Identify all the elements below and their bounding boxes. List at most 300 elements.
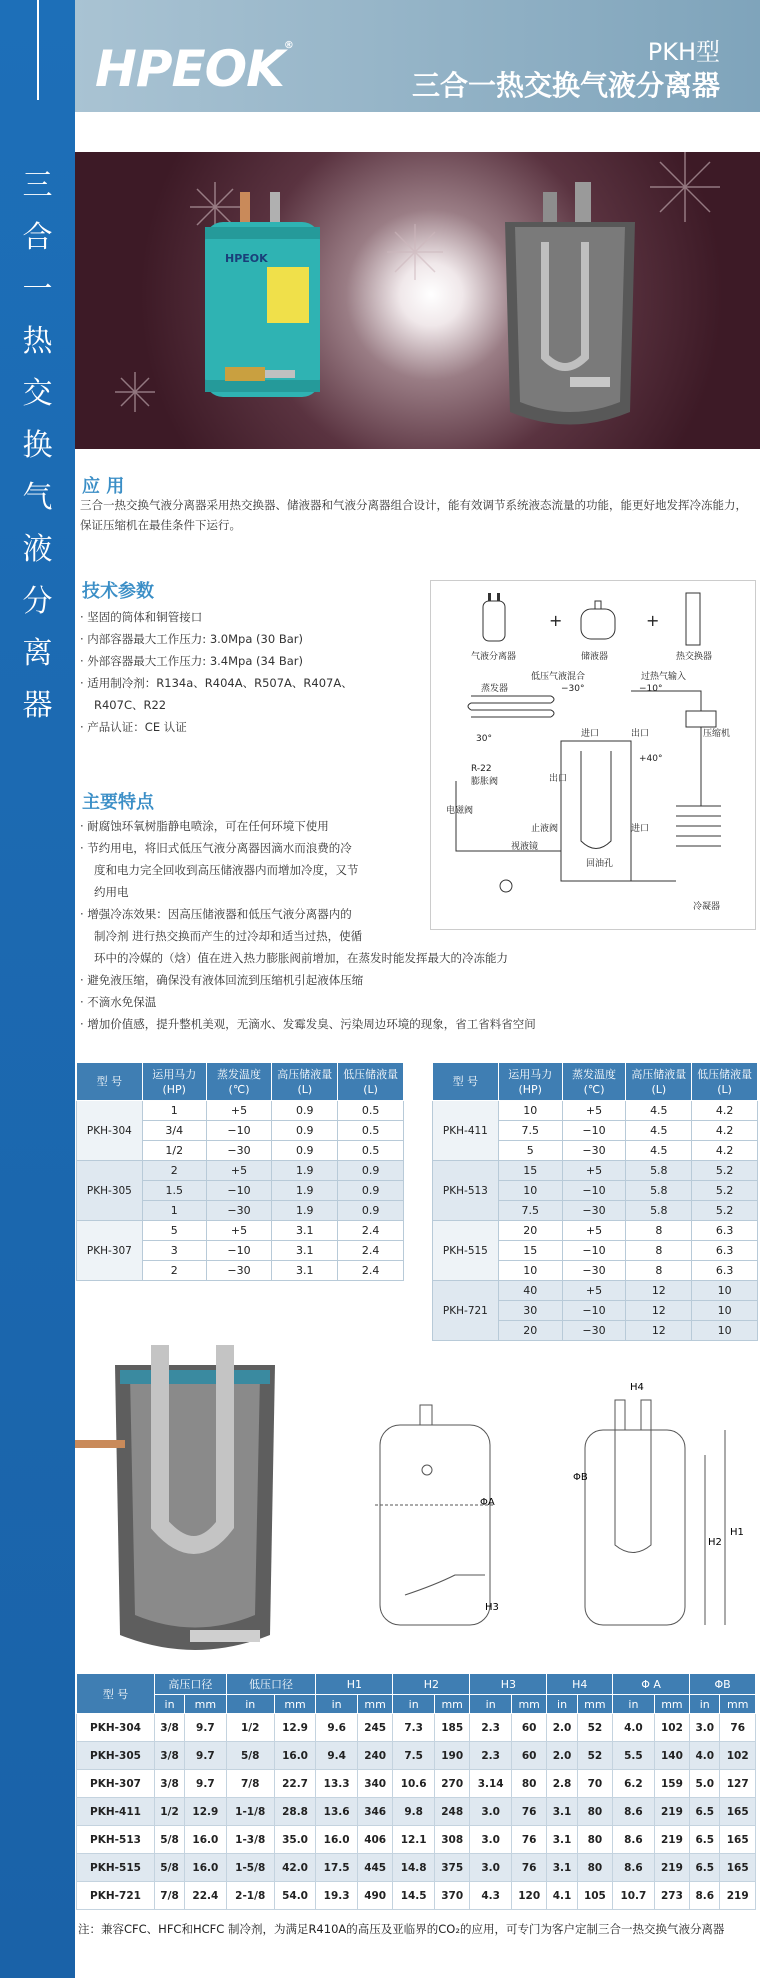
dim-cell: 10.6 — [393, 1770, 435, 1798]
spec-cell: 5.8 — [626, 1181, 692, 1201]
vertical-title-char: 离 — [22, 636, 53, 671]
spec-cell: 7.5 — [498, 1121, 562, 1141]
spec-cell: 4.2 — [692, 1121, 758, 1141]
dim-cell: 219 — [654, 1854, 689, 1882]
dim-cell: 140 — [654, 1742, 689, 1770]
sidebar-line — [37, 0, 39, 100]
dim-cell: 12.9 — [185, 1798, 227, 1826]
spec-header-cell: 蒸发温度 (℃) — [206, 1063, 272, 1101]
spec-cell: 6.3 — [692, 1241, 758, 1261]
spec-cell: +5 — [206, 1101, 272, 1121]
spec-cell: 10 — [692, 1321, 758, 1341]
dim-unit-cell: in — [613, 1695, 655, 1714]
spec-header-cell: 高压储液量 (L) — [272, 1063, 338, 1101]
system-diagram — [430, 580, 756, 930]
tech-item: R407C、R22 — [94, 698, 167, 712]
dim-cell: 35.0 — [274, 1826, 316, 1854]
spec-cell: 8 — [626, 1221, 692, 1241]
dim-cell: PKH-515 — [77, 1854, 155, 1882]
spec-cell: −30 — [562, 1141, 626, 1161]
dim-header-cell: ΦB — [690, 1674, 756, 1695]
dim-cell: 2.8 — [547, 1770, 577, 1798]
svg-text:进口: 进口 — [581, 729, 600, 739]
product-drawings — [75, 1345, 760, 1670]
dim-cell: 1/2 — [226, 1714, 274, 1742]
spec-cell: 5.2 — [692, 1201, 758, 1221]
dim-unit-cell: in — [226, 1695, 274, 1714]
svg-text:低压气液混合: 低压气液混合 — [531, 672, 586, 682]
dim-cell: 245 — [357, 1714, 392, 1742]
spec-cell: 12 — [626, 1281, 692, 1301]
svg-text:冷凝器: 冷凝器 — [693, 902, 721, 912]
cutaway-photo — [75, 1345, 275, 1650]
spec-row — [77, 1221, 404, 1241]
dim-cell: 54.0 — [274, 1882, 316, 1910]
spec-row — [77, 1161, 404, 1181]
dim-cell: 219 — [654, 1798, 689, 1826]
spec-cell: 20 — [498, 1221, 562, 1241]
dim-unit-cell: in — [547, 1695, 577, 1714]
spec-header-cell: 型 号 — [77, 1063, 143, 1101]
dim-cell: 60 — [511, 1742, 546, 1770]
spec-cell: 5 — [142, 1221, 206, 1241]
dim-cell: 190 — [434, 1742, 469, 1770]
spec-cell: 0.9 — [338, 1161, 404, 1181]
spec-row — [77, 1101, 404, 1121]
vertical-title-char: 三 — [22, 168, 53, 203]
svg-text:H4: H4 — [630, 1382, 644, 1393]
dim-cell: 80 — [577, 1826, 612, 1854]
dim-cell: 2.3 — [470, 1742, 512, 1770]
svg-text:过热气输入: 过热气输入 — [641, 672, 687, 682]
spec-cell: 2.4 — [338, 1241, 404, 1261]
svg-text:进口: 进口 — [631, 824, 650, 834]
dim-cell: 102 — [720, 1742, 756, 1770]
dim-cell: 127 — [720, 1770, 756, 1798]
dim-cell: 12.9 — [274, 1714, 316, 1742]
model-title: PKH型 — [647, 38, 720, 66]
spec-model-cell: PKH-307 — [77, 1221, 143, 1281]
dim-cell: 406 — [357, 1826, 392, 1854]
spec-cell: −30 — [562, 1321, 626, 1341]
spec-model-cell: PKH-305 — [77, 1161, 143, 1221]
spec-row — [433, 1221, 758, 1241]
sidebar — [0, 0, 75, 1978]
tech-item: · 坚固的筒体和铜管接口 — [80, 610, 203, 624]
spec-cell: 4.5 — [626, 1101, 692, 1121]
dim-cell: 42.0 — [274, 1854, 316, 1882]
svg-text:H2: H2 — [708, 1537, 722, 1548]
spec-cell: 5.2 — [692, 1161, 758, 1181]
spec-cell: 7.5 — [498, 1201, 562, 1221]
spec-cell: +5 — [206, 1221, 272, 1241]
dim-cell: 3.1 — [547, 1798, 577, 1826]
dim-cell: 16.0 — [185, 1826, 227, 1854]
dim-cell: 1-1/8 — [226, 1798, 274, 1826]
dim-unit-cell: in — [470, 1695, 512, 1714]
spec-cell: −30 — [562, 1261, 626, 1281]
feature-item: · 节约用电，将旧式低压气液分离器因滴水而浪费的冷 — [80, 841, 352, 855]
dim-cell: PKH-307 — [77, 1770, 155, 1798]
spec-cell: −30 — [206, 1261, 272, 1281]
dim-cell: 9.7 — [185, 1742, 227, 1770]
spec-cell: 4.5 — [626, 1141, 692, 1161]
application-text: 三合一热交换气液分离器采用热交换器、储液器和气液分离器组合设计，能有效调节系统液态流量的功能，能更好地发挥冷冻能力，保证压缩机在最佳条件下运行。 — [80, 498, 747, 532]
spec-cell: 2.4 — [338, 1221, 404, 1241]
spec-cell: 30 — [498, 1301, 562, 1321]
dim-cell: 28.8 — [274, 1798, 316, 1826]
dim-cell: 1-3/8 — [226, 1826, 274, 1854]
dim-cell: 7/8 — [155, 1882, 185, 1910]
dim-row — [77, 1854, 756, 1882]
dim-cell: 8.6 — [613, 1826, 655, 1854]
svg-text:H1: H1 — [730, 1527, 744, 1538]
dim-cell: 340 — [357, 1770, 392, 1798]
dim-unit-cell: in — [155, 1695, 185, 1714]
spec-cell: 0.9 — [272, 1101, 338, 1121]
spec-cell: 12 — [626, 1321, 692, 1341]
feature-item: 约用电 — [94, 885, 129, 899]
vertical-title-char: 换 — [22, 428, 53, 463]
dim-cell: 19.3 — [316, 1882, 358, 1910]
dim-row — [77, 1882, 756, 1910]
spec-cell: −10 — [206, 1241, 272, 1261]
dim-cell: 22.7 — [274, 1770, 316, 1798]
dim-cell: 165 — [720, 1798, 756, 1826]
dim-cell: 16.0 — [274, 1742, 316, 1770]
tech-title: 技术参数 — [82, 581, 154, 602]
spec-cell: 4.5 — [626, 1121, 692, 1141]
dim-cell: 3.1 — [547, 1854, 577, 1882]
svg-text:ΦA: ΦA — [480, 1497, 495, 1508]
spec-cell: 4.2 — [692, 1101, 758, 1121]
dim-cell: 9.7 — [185, 1714, 227, 1742]
vertical-title-char: 合 — [22, 220, 53, 255]
spec-cell: 1.9 — [272, 1181, 338, 1201]
dim-cell: 14.5 — [393, 1882, 435, 1910]
spec-cell: 0.5 — [338, 1121, 404, 1141]
spec-cell: 8 — [626, 1261, 692, 1281]
dim-cell: PKH-721 — [77, 1882, 155, 1910]
spec-table-left — [76, 1062, 404, 1281]
spec-cell: 10 — [692, 1301, 758, 1321]
dim-cell: 185 — [434, 1714, 469, 1742]
vertical-title-char: 热 — [22, 324, 53, 359]
spec-cell: 0.5 — [338, 1141, 404, 1161]
dim-cell: 445 — [357, 1854, 392, 1882]
dim-cell: 375 — [434, 1854, 469, 1882]
spec-cell: 10 — [498, 1181, 562, 1201]
dim-unit-cell: mm — [357, 1695, 392, 1714]
dim-cell: PKH-304 — [77, 1714, 155, 1742]
product-title: 三合一热交换气液分离器 — [411, 69, 720, 102]
feature-item: · 耐腐蚀环氧树脂静电喷涂，可在任何环境下使用 — [80, 819, 329, 833]
dim-cell: 5/8 — [155, 1854, 185, 1882]
spec-cell: 1 — [142, 1201, 206, 1221]
dim-cell: 80 — [577, 1854, 612, 1882]
dim-cell: 159 — [654, 1770, 689, 1798]
separator-photo-left — [205, 192, 320, 397]
dim-cell: 5.5 — [613, 1742, 655, 1770]
dim-cell: PKH-513 — [77, 1826, 155, 1854]
vertical-title-char: 液 — [22, 532, 53, 567]
tech-item: · 适用制冷剂：R134a、R404A、R507A、R407A、 — [80, 676, 353, 690]
svg-text:止液阀: 止液阀 — [531, 824, 559, 834]
application-title: 应 用 — [82, 476, 125, 497]
dimension-table — [76, 1673, 756, 1910]
spec-cell: 3.1 — [272, 1261, 338, 1281]
dim-cell: 308 — [434, 1826, 469, 1854]
dim-cell: 52 — [577, 1742, 612, 1770]
spec-model-cell: PKH-721 — [433, 1281, 499, 1341]
spec-cell: +5 — [562, 1161, 626, 1181]
footnote: 注：兼容CFC、HFC和HCFC 制冷剂，为满足R410A的高压及亚临界的CO₂的应用，可专门为客户定制三合一热交换气液分离器 — [78, 1922, 725, 1936]
spec-cell: 10 — [498, 1101, 562, 1121]
spec-cell: −10 — [206, 1121, 272, 1141]
dim-cell: 8.6 — [613, 1798, 655, 1826]
features-title: 主要特点 — [82, 792, 154, 813]
dim-cell: 7/8 — [226, 1770, 274, 1798]
dim-unit-cell: mm — [720, 1695, 756, 1714]
dim-cell: 13.6 — [316, 1798, 358, 1826]
spec-cell: 2.4 — [338, 1261, 404, 1281]
spec-cell: 3 — [142, 1241, 206, 1261]
svg-text:压缩机: 压缩机 — [703, 729, 731, 739]
spec-header-cell: 高压储液量 (L) — [626, 1063, 692, 1101]
tech-item: · 产品认证：CE 认证 — [80, 720, 187, 734]
dim-header-cell: H4 — [547, 1674, 613, 1695]
dim-cell: 248 — [434, 1798, 469, 1826]
dim-header-cell: 低压口径 — [226, 1674, 316, 1695]
svg-text:出口: 出口 — [631, 729, 650, 739]
dim-cell: 4.1 — [547, 1882, 577, 1910]
dim-cell: 3.0 — [690, 1714, 720, 1742]
spec-model-cell: PKH-515 — [433, 1221, 499, 1281]
product-banner — [75, 152, 760, 449]
dim-cell: 76 — [720, 1714, 756, 1742]
dim-cell: 2.0 — [547, 1714, 577, 1742]
dim-cell: 9.6 — [316, 1714, 358, 1742]
spec-cell: 0.9 — [338, 1201, 404, 1221]
spec-cell: 0.9 — [272, 1141, 338, 1161]
dim-cell: 17.5 — [316, 1854, 358, 1882]
dim-cell: 120 — [511, 1882, 546, 1910]
spec-row — [433, 1101, 758, 1121]
spec-cell: 0.9 — [338, 1181, 404, 1201]
dim-cell: 7.3 — [393, 1714, 435, 1742]
spec-cell: 15 — [498, 1241, 562, 1261]
spec-cell: 12 — [626, 1301, 692, 1321]
spec-cell: −10 — [206, 1181, 272, 1201]
svg-text:HPEOK: HPEOK — [225, 252, 268, 265]
spec-cell: 6.3 — [692, 1221, 758, 1241]
dim-cell: 8.6 — [613, 1854, 655, 1882]
dim-cell: 165 — [720, 1826, 756, 1854]
dim-cell: PKH-411 — [77, 1798, 155, 1826]
spec-cell: 4.2 — [692, 1141, 758, 1161]
dim-cell: 52 — [577, 1714, 612, 1742]
vertical-title-char: 器 — [22, 688, 53, 723]
spec-cell: 5.8 — [626, 1161, 692, 1181]
spec-cell: 0.9 — [272, 1121, 338, 1141]
dim-cell: 60 — [511, 1714, 546, 1742]
spec-header-cell: 型 号 — [433, 1063, 499, 1101]
component-icons — [471, 593, 712, 662]
dim-row — [77, 1742, 756, 1770]
spec-cell: 1.5 — [142, 1181, 206, 1201]
dim-unit-cell: mm — [185, 1695, 227, 1714]
dim-cell: 346 — [357, 1798, 392, 1826]
dim-row — [77, 1798, 756, 1826]
dim-cell: PKH-305 — [77, 1742, 155, 1770]
dim-cell: 10.7 — [613, 1882, 655, 1910]
spec-cell: 8 — [626, 1241, 692, 1261]
spec-cell: 1/2 — [142, 1141, 206, 1161]
dim-cell: 2-1/8 — [226, 1882, 274, 1910]
dim-cell: 3.0 — [470, 1854, 512, 1882]
spec-cell: −30 — [206, 1141, 272, 1161]
tech-list — [80, 606, 353, 738]
dim-unit-cell: mm — [654, 1695, 689, 1714]
dim-header-cell: H2 — [393, 1674, 470, 1695]
feature-item: · 增强冷冻效果：因高压储液器和低压气液分离器内的 — [80, 907, 352, 921]
vertical-title — [0, 160, 75, 732]
dim-cell: 490 — [357, 1882, 392, 1910]
dim-row — [77, 1714, 756, 1742]
spec-cell: 10 — [498, 1261, 562, 1281]
dim-unit-cell: mm — [434, 1695, 469, 1714]
side-drawing — [585, 1400, 725, 1625]
dim-cell: 9.8 — [393, 1798, 435, 1826]
dim-unit-cell: mm — [577, 1695, 612, 1714]
spec-cell: −10 — [562, 1301, 626, 1321]
dim-header-cell: H3 — [470, 1674, 547, 1695]
dim-cell: 5/8 — [226, 1742, 274, 1770]
spec-header-cell: 蒸发温度 (℃) — [562, 1063, 626, 1101]
spec-row — [433, 1281, 758, 1301]
spec-cell: 40 — [498, 1281, 562, 1301]
dim-cell: 370 — [434, 1882, 469, 1910]
spec-cell: −10 — [562, 1241, 626, 1261]
dim-unit-cell: in — [690, 1695, 720, 1714]
svg-text:ΦB: ΦB — [573, 1472, 588, 1483]
dim-header-cell: 型 号 — [77, 1674, 155, 1714]
vertical-title-char: 交 — [22, 376, 53, 411]
dim-cell: 70 — [577, 1770, 612, 1798]
dim-cell: 13.3 — [316, 1770, 358, 1798]
svg-text:电磁阀: 电磁阀 — [446, 806, 474, 816]
dim-cell: 5/8 — [155, 1826, 185, 1854]
dim-cell: 102 — [654, 1714, 689, 1742]
svg-text:储液器: 储液器 — [581, 652, 609, 662]
spec-header-cell: 运用马力 (HP) — [498, 1063, 562, 1101]
spec-cell: 15 — [498, 1161, 562, 1181]
feature-item: 环中的冷媒的（焓）值在进入热力膨胀阀前增加，在蒸发时能发挥最大的冷冻能力 — [94, 951, 508, 965]
spec-cell: 5.8 — [626, 1201, 692, 1221]
spec-model-cell: PKH-513 — [433, 1161, 499, 1221]
dim-row — [77, 1826, 756, 1854]
dim-cell: 2.3 — [470, 1714, 512, 1742]
vertical-title-char: 一 — [22, 272, 53, 307]
svg-text:回油孔: 回油孔 — [586, 859, 614, 869]
spec-cell: 5.2 — [692, 1181, 758, 1201]
spec-cell: 2 — [142, 1261, 206, 1281]
dim-cell: 105 — [577, 1882, 612, 1910]
dim-cell: 270 — [434, 1770, 469, 1798]
dim-header-cell: H1 — [316, 1674, 393, 1695]
spec-cell: 3/4 — [142, 1121, 206, 1141]
vertical-title-char: 分 — [22, 584, 53, 619]
feature-item: · 不滴水免保温 — [80, 995, 157, 1009]
dim-cell: 7.5 — [393, 1742, 435, 1770]
header — [75, 0, 760, 112]
spec-header-cell: 运用马力 (HP) — [142, 1063, 206, 1101]
dim-cell: 3.1 — [547, 1826, 577, 1854]
spec-cell: +5 — [562, 1101, 626, 1121]
spec-cell: 20 — [498, 1321, 562, 1341]
spec-table-right — [432, 1062, 758, 1341]
feature-item: · 增加价值感，提升整机美观，无滴水、发霉发臭、污染周边环境的现象，省工省料省空间 — [80, 1017, 536, 1031]
dim-cell: 3/8 — [155, 1770, 185, 1798]
svg-text:+40°: +40° — [639, 754, 663, 764]
spec-cell: +5 — [562, 1281, 626, 1301]
svg-text:蒸发器: 蒸发器 — [481, 684, 509, 694]
dim-cell: 4.0 — [613, 1714, 655, 1742]
dim-cell: 76 — [511, 1854, 546, 1882]
spec-model-cell: PKH-304 — [77, 1101, 143, 1161]
separator-photo-right — [505, 182, 635, 425]
dim-cell: 80 — [577, 1798, 612, 1826]
dim-cell: 219 — [654, 1826, 689, 1854]
dim-cell: 9.4 — [316, 1742, 358, 1770]
brand-logo: HPEOK® — [95, 40, 293, 98]
dim-cell: 273 — [654, 1882, 689, 1910]
spec-cell: 0.5 — [338, 1101, 404, 1121]
spec-cell: −30 — [562, 1201, 626, 1221]
banner-illustration — [75, 152, 760, 449]
svg-text:R-22: R-22 — [471, 764, 492, 774]
dim-cell: 4.3 — [470, 1882, 512, 1910]
spec-cell: 1.9 — [272, 1161, 338, 1181]
dim-cell: 219 — [720, 1882, 756, 1910]
spec-header-cell: 低压储液量 (L) — [692, 1063, 758, 1101]
svg-text:−10°: −10° — [639, 684, 663, 694]
svg-text:+: + — [549, 611, 563, 630]
spec-cell: −10 — [562, 1181, 626, 1201]
svg-text:−30°: −30° — [561, 684, 585, 694]
dim-cell: 2.0 — [547, 1742, 577, 1770]
spec-cell: −30 — [206, 1201, 272, 1221]
dim-unit-cell: mm — [511, 1695, 546, 1714]
dim-cell: 3/8 — [155, 1714, 185, 1742]
dim-cell: 76 — [511, 1798, 546, 1826]
svg-text:热交换器: 热交换器 — [676, 652, 713, 662]
dim-cell: 14.8 — [393, 1854, 435, 1882]
dim-cell: 6.5 — [690, 1854, 720, 1882]
dim-header-cell: Φ A — [613, 1674, 690, 1695]
dim-cell: 16.0 — [316, 1826, 358, 1854]
front-drawing — [375, 1405, 495, 1625]
spec-cell: 10 — [692, 1281, 758, 1301]
dim-row — [77, 1770, 756, 1798]
spec-cell: 5 — [498, 1141, 562, 1161]
svg-text:气液分离器: 气液分离器 — [471, 652, 517, 662]
spec-cell: −10 — [562, 1121, 626, 1141]
dim-cell: 6.5 — [690, 1826, 720, 1854]
dim-cell: 240 — [357, 1742, 392, 1770]
dim-unit-cell: in — [393, 1695, 435, 1714]
dim-cell: 12.1 — [393, 1826, 435, 1854]
